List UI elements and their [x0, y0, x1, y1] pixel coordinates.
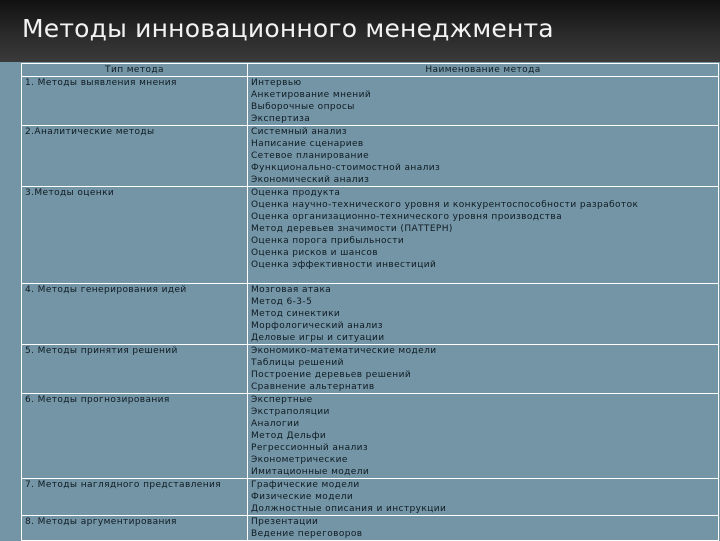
method-name-item: Экспертиза [251, 114, 311, 124]
method-type-cell: 2.Аналитические методы [22, 126, 248, 187]
table-row [22, 126, 719, 187]
method-name-item: Выборочные опросы [251, 102, 355, 112]
method-names-cell [248, 187, 719, 284]
table-header-row [22, 64, 719, 77]
table-row [22, 479, 719, 516]
method-name-item: Презентации [251, 517, 319, 527]
method-name-item: Оценка эффективности инвестиций [251, 260, 437, 270]
method-name-item: Оценка рисков и шансов [251, 248, 378, 258]
method-names-cell [248, 345, 719, 394]
method-name-item: Графические модели [251, 480, 360, 490]
method-name-item [251, 271, 715, 283]
method-name-item: Экспертные [251, 395, 313, 405]
table-body [22, 77, 719, 541]
method-names-cell [248, 479, 719, 516]
method-name-item: Сетевое планирование [251, 151, 370, 161]
methods-table [21, 63, 719, 541]
method-name-item: Морфологический анализ [251, 321, 383, 331]
table-row [22, 516, 719, 541]
method-name-item: Экономико-математические модели [251, 346, 437, 356]
method-name-item: Деловые игры и ситуации [251, 333, 385, 343]
method-name-item: Функционально-стоимостной анализ [251, 163, 441, 173]
header-method-name: Наименование метода [248, 64, 719, 77]
method-name-item: Анкетирование мнений [251, 90, 372, 100]
method-name-item: Должностные описания и инструкции [251, 504, 447, 514]
method-type-cell: 7. Методы наглядного представления [22, 479, 248, 516]
method-names-cell [248, 77, 719, 126]
method-names-cell [248, 126, 719, 187]
method-type-cell: 5. Методы принятия решений [22, 345, 248, 394]
method-name-item: Интервью [251, 78, 302, 88]
method-names-cell [248, 284, 719, 345]
method-names-cell [248, 516, 719, 541]
method-name-item: Эконометрические [251, 455, 348, 465]
method-type-cell: 3.Методы оценки [22, 187, 248, 284]
slide-title: Методы инновационного менеджмента [22, 14, 554, 43]
table-row [22, 77, 719, 126]
table-row [22, 284, 719, 345]
method-name-item: Таблицы решений [251, 358, 344, 368]
method-name-item: Оценка научно-технического уровня и конкурентоспособности разработок [251, 200, 639, 210]
method-name-item: Ведение переговоров [251, 529, 363, 539]
method-name-item: Физические модели [251, 492, 354, 502]
method-name-item: Мозговая атака [251, 285, 332, 295]
table-row [22, 187, 719, 284]
method-name-item: Метод 6-3-5 [251, 297, 313, 307]
method-type-cell: 8. Методы аргументирования [22, 516, 248, 541]
method-type-cell: 6. Методы прогнозирования [22, 394, 248, 479]
method-name-item: Экономический анализ [251, 175, 370, 185]
method-name-item: Системный анализ [251, 127, 348, 137]
method-name-item: Сравнение альтернатив [251, 382, 375, 392]
header-method-type: Тип метода [22, 64, 248, 77]
method-name-item: Построение деревьев решений [251, 370, 412, 380]
method-name-item: Оценка продукта [251, 188, 341, 198]
method-name-item: Написание сценариев [251, 139, 364, 149]
method-type-cell: 1. Методы выявления мнения [22, 77, 248, 126]
table-row [22, 345, 719, 394]
method-name-item: Регрессионный анализ [251, 443, 369, 453]
method-type-cell: 4. Методы генерирования идей [22, 284, 248, 345]
method-name-item: Метод деревьев значимости (ПАТТЕРН) [251, 224, 453, 234]
method-name-item: Оценка порога прибыльности [251, 236, 405, 246]
method-name-item: Метод синектики [251, 309, 341, 319]
method-name-item: Экстраполяции [251, 407, 330, 417]
table-row [22, 394, 719, 479]
method-name-item: Аналогии [251, 419, 300, 429]
method-names-cell [248, 394, 719, 479]
method-name-item: Метод Дельфи [251, 431, 327, 441]
method-name-item: Оценка организационно-технического уровня производства [251, 212, 563, 222]
method-name-item: Имитационные модели [251, 467, 370, 477]
